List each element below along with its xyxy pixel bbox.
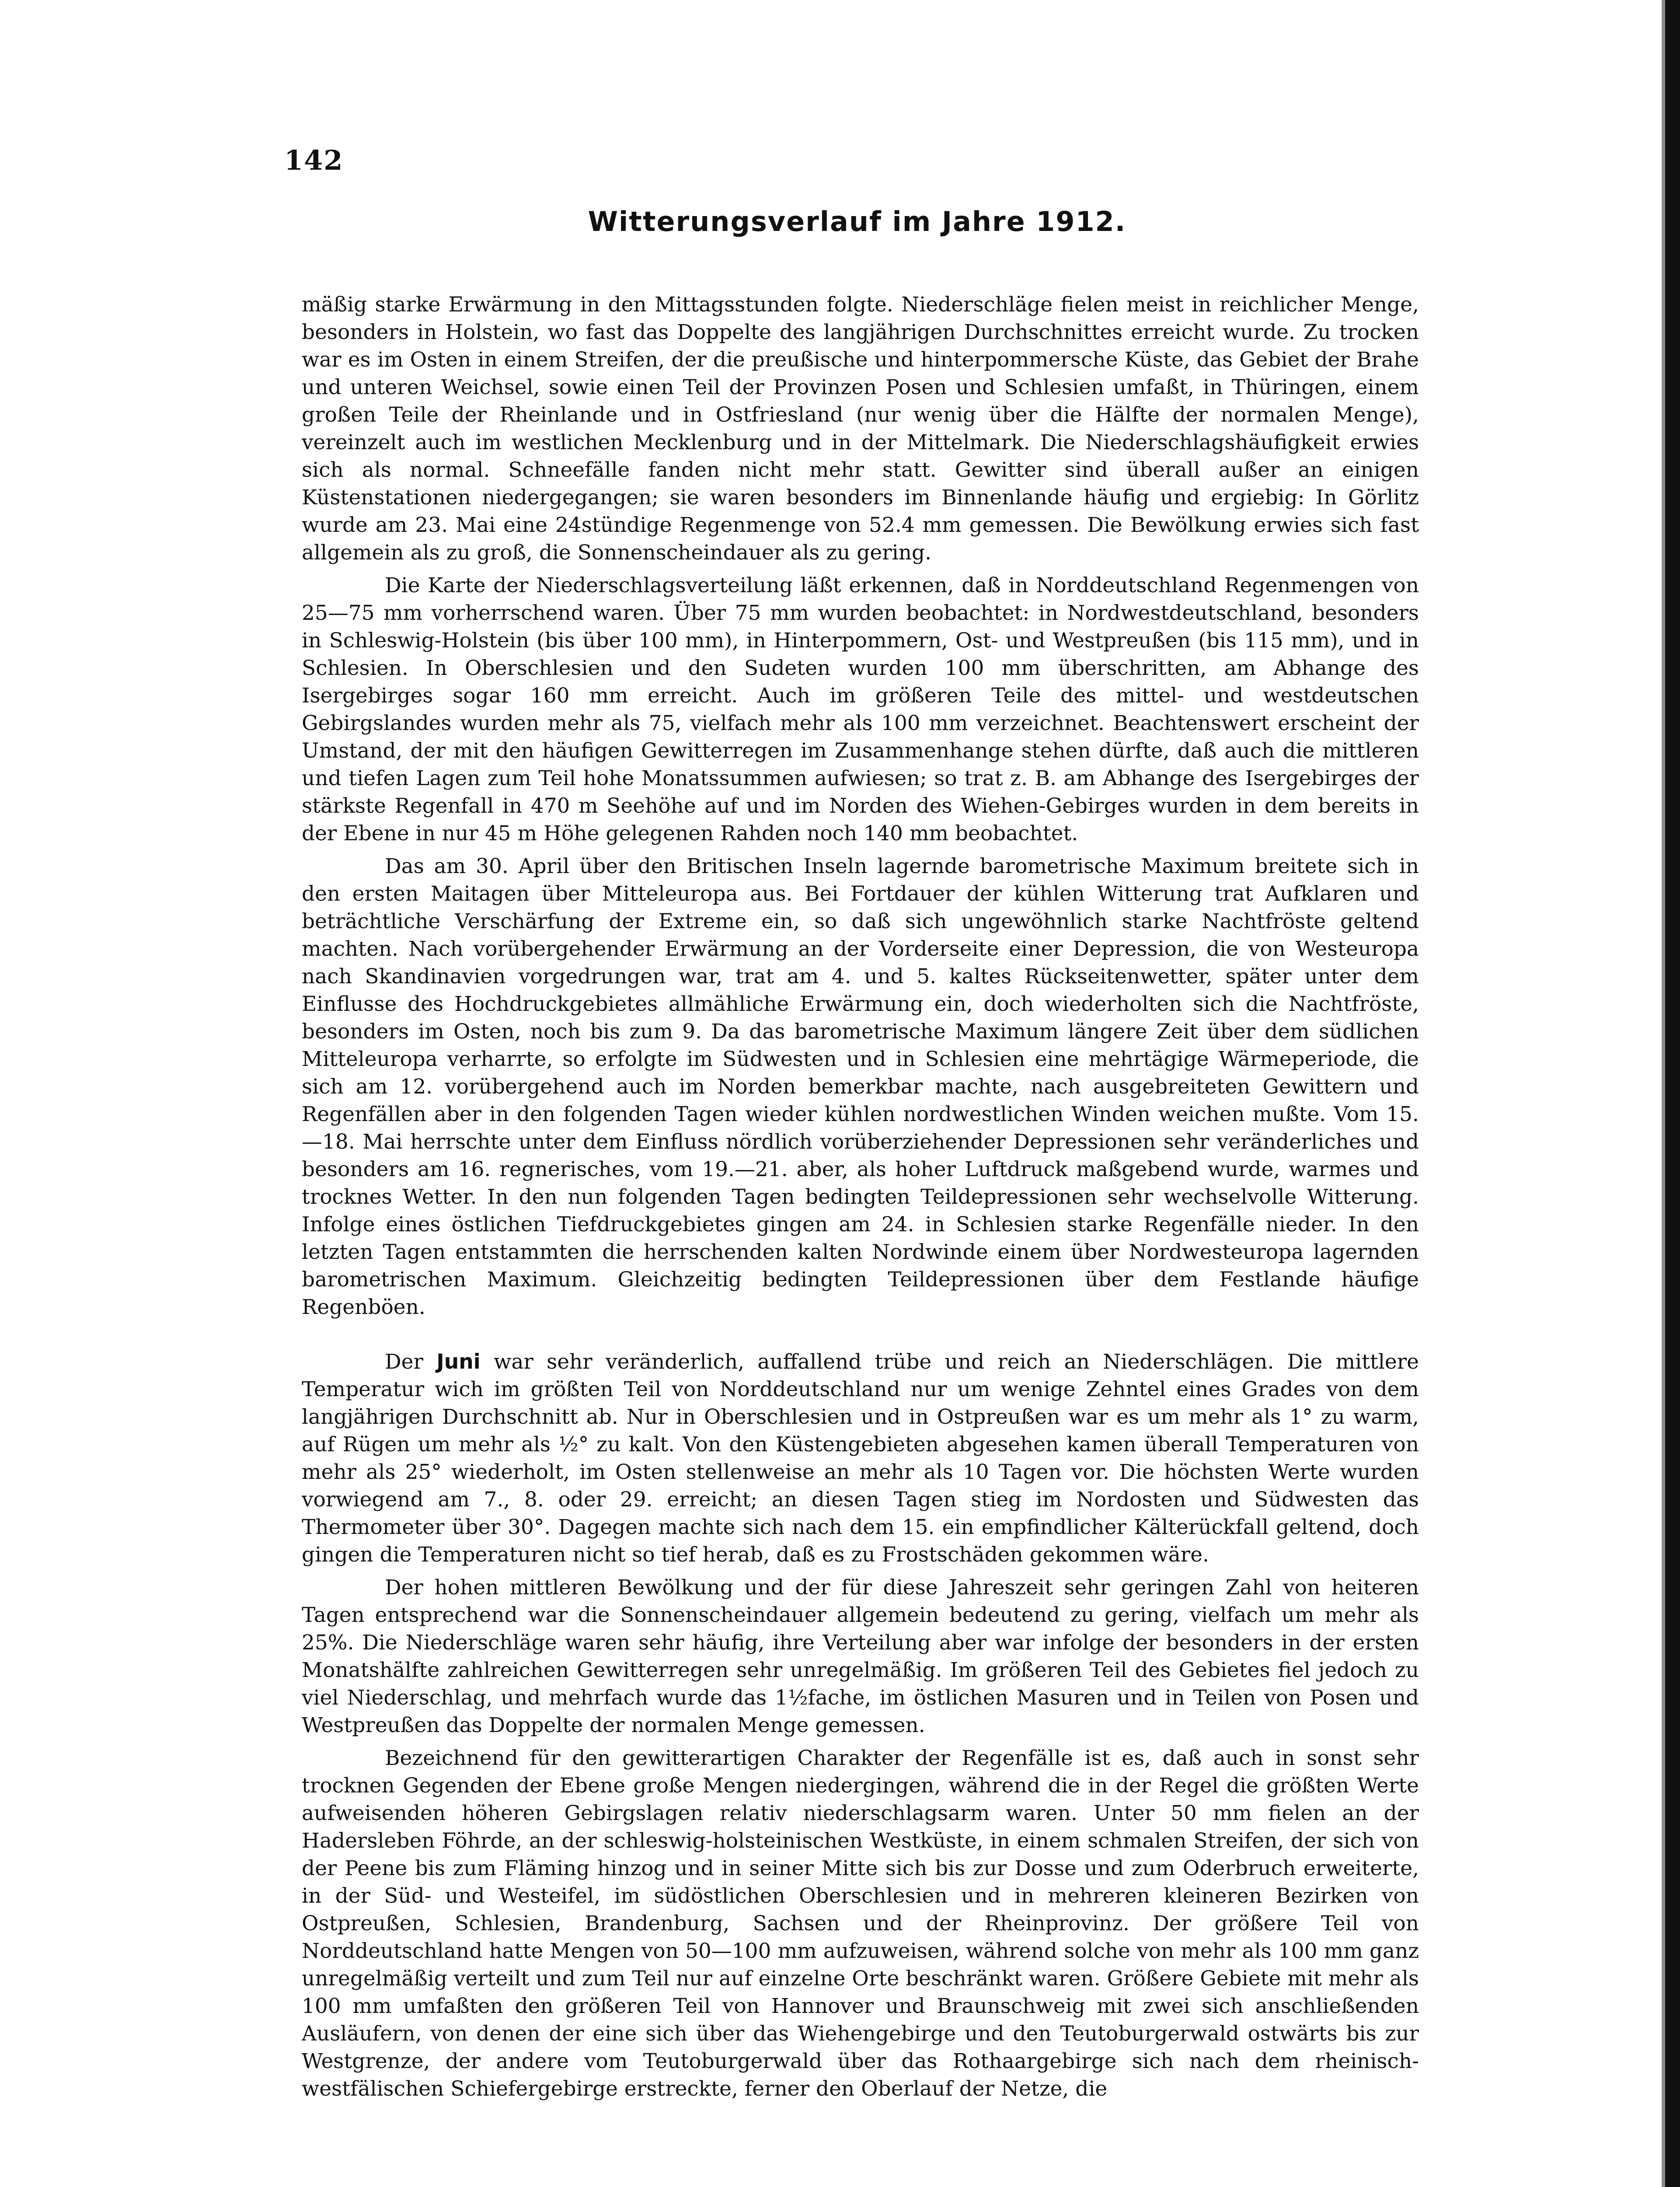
paragraph: mäßig starke Erwärmung in den Mittagsstunden folgte. Niederschläge fielen meist in reichlicher Menge, besonders in Holstein, wo fast das Doppelte des langjährigen Durchschnittes erreicht wurde. Zu trocken war es im Osten in einem Streifen, der die preußische und hinterpommersche Küste, das Gebiet der Brahe und unteren Weichsel, sowie einen Teil der Provinzen Posen und Schlesien umfaßt, in Thüringen, einem großen Teile der Rheinlande und in Ostfriesland (nur wenig über die Hälfte der normalen Menge), vereinzelt auch im westlichen Mecklenburg und in der Mittelmark. Die Niederschlagshäufigkeit erwies sich als normal. Schneefälle fanden nicht mehr statt. Gewitter sind überall außer an einigen Küstenstationen niedergegangen; sie waren besonders im Binnenlande häufig und ergiebig: In Görlitz wurde am 23. Mai eine 24stündige Regenmenge von 52.4 mm gemessen. Die Bewölkung erwies sich fast allgemein als zu groß, die Sonnenscheindauer als zu gering. [302,293,1419,565]
body-text [302,291,1419,2108]
page-number: 142 [284,144,344,176]
month-heading: Juni [436,1350,481,1374]
paragraph: Bezeichnend für den gewitterartigen Charakter der Regenfälle ist es, daß auch in sonst sehr trocknen Gegenden der Ebene große Mengen niedergingen, während die in der Regel die größten Werte aufweisenden höheren Gebirgslagen relativ niederschlagsarm waren. Unter 50 mm fielen an der Hadersleben Föhrde, an der schleswig-holsteinischen Westküste, in einem schmalen Streifen, der sich von der Peene bis zum Fläming hinzog und in seiner Mitte sich bis zur Dosse und zum Oderbruch erweiterte, in der Süd- und Westeifel, im südöstlichen Oberschlesien und in mehreren kleineren Bezirken von Ostpreußen, Schlesien, Brandenburg, Sachsen und der Rheinprovinz. Der größere Teil von Norddeutschland hatte Mengen von 50—100 mm aufzuweisen, während solche von mehr als 100 mm ganz unregelmäßig verteilt und zum Teil nur auf einzelne Orte beschränkt waren. Größere Gebiete mit mehr als 100 mm umfaßten den größeren Teil von Hannover und Braunschweig mit zwei sich anschließenden Ausläufern, von denen der eine sich über das Wiehengebirge und den Teutoburgerwald ostwärts bis zur Westgrenze, der andere vom Teutoburgerwald über das Rothaargebirge sich nach dem rheinisch-westfälischen Schiefergebirge erstreckte, ferner den Oberlauf der Netze, die [302,1746,1419,2101]
paragraph: Das am 30. April über den Britischen Inseln lagernde barometrische Maximum breitete sich in den ersten Maitagen über Mitteleuropa aus. Bei Fortdauer der kühlen Witterung trat Aufklaren und beträchtliche Verschärfung der Extreme ein, so daß sich ungewöhnlich starke Nachtfröste geltend machten. Nach vorübergehender Erwärmung an der Vorderseite einer Depression, die von Westeuropa nach Skandinavien vorgedrungen war, trat am 4. und 5. kaltes Rückseitenwetter, später unter dem Einflusse des Hochdruckgebietes allmähliche Erwärmung ein, doch wiederholten sich die Nachtfröste, besonders im Osten, noch bis zum 9. Da das barometrische Maximum längere Zeit über dem südlichen Mitteleuropa verharrte, so erfolgte im Südwesten und in Schlesien eine mehrtägige Wärmeperiode, die sich am 12. vorübergehend auch im Norden bemerkbar machte, nach ausgebreiteten Gewittern und Regenfällen aber in den folgenden Tagen wieder kühlen nordwestlichen Winden weichen mußte. Vom 15.—18. Mai herrschte unter dem Einfluss nördlich vorüberziehender Depressionen sehr veränderliches und besonders am 16. regnerisches, vom 19.—21. aber, als hoher Luftdruck maßgebend wurde, warmes und trocknes Wetter. In den nun folgenden Tagen bedingten Teildepressionen sehr wechselvolle Witterung. Infolge eines östlichen Tiefdruckgebietes gingen am 24. in Schlesien starke Regenfälle nieder. In den letzten Tagen entstammten die herrschenden kalten Nordwinde einem über Nordwesteuropa lagernden barometrischen Maximum. Gleichzeitig bedingten Teildepressionen über dem Festlande häufige Regenböen. [302,854,1419,1319]
binding-edge [1665,0,1680,2187]
paragraph: Der Juni war sehr veränderlich, auffallend trübe und reich an Niederschlägen. Die mittlere Temperatur wich im größten Teil von Norddeutschland nur um wenige Zehntel eines Grades von dem langjährigen Durchschnitt ab. Nur in Oberschlesien und in Ostpreußen war es um mehr als 1° zu warm, auf Rügen um mehr als ½° zu kalt. Von den Küstengebieten abgesehen kamen überall Temperaturen von mehr als 25° wiederholt, im Osten stellenweise an mehr als 10 Tagen vor. Die höchsten Werte wurden vorwiegend am 7., 8. oder 29. erreicht; an diesen Tagen stieg im Nordosten und Südwesten das Thermometer über 30°. Dagegen machte sich nach dem 15. ein empfindlicher Kälterückfall geltend, doch gingen die Temperaturen nicht so tief herab, daß es zu Frostschäden gekommen wäre. [302,1350,1419,1567]
paragraph: Der hohen mittleren Bewölkung und der für diese Jahreszeit sehr geringen Zahl von heiteren Tagen entsprechend war die Sonnenscheindauer allgemein bedeutend zu gering, vielfach um mehr als 25%. Die Niederschläge waren sehr häufig, ihre Verteilung aber war infolge der besonders in der ersten Monatshälfte zahlreichen Gewitterregen sehr unregelmäßig. Im größeren Teil des Gebietes fiel jedoch zu viel Niederschlag, und mehrfach wurde das 1½fache, im östlichen Masuren und in Teilen von Posen und Westpreußen das Doppelte der normalen Menge gemessen. [302,1576,1419,1737]
page-title: Witterungsverlauf im Jahre 1912. [588,206,1126,238]
paragraph: Die Karte der Niederschlagsverteilung läßt erkennen, daß in Norddeutschland Regenmengen von 25—75 mm vorherrschend waren. Über 75 mm wurden beobachtet: in Nordwestdeutschland, besonders in Schleswig-Holstein (bis über 100 mm), in Hinterpommern, Ost- und Westpreußen (bis 115 mm), und in Schlesien. In Oberschlesien und den Sudeten wurden 100 mm überschritten, am Abhange des Isergebirges sogar 160 mm erreicht. Auch im größeren Teile des mittel- und westdeutschen Gebirgslandes wurden mehr als 75, vielfach mehr als 100 mm verzeichnet. Beachtenswert erscheint der Umstand, der mit den häufigen Gewitterregen im Zusammenhange stehen dürfte, daß auch die mittleren und tiefen Lagen zum Teil hohe Monatssummen aufwiesen; so trat z. B. am Abhange des Isergebirges der stärkste Regenfall in 470 m Seehöhe auf und im Norden des Wiehen-Gebirges wurden in dem bereits in der Ebene in nur 45 m Höhe gelegenen Rahden noch 140 mm beobachtet. [302,573,1419,845]
binding-shadow [1662,0,1665,2187]
